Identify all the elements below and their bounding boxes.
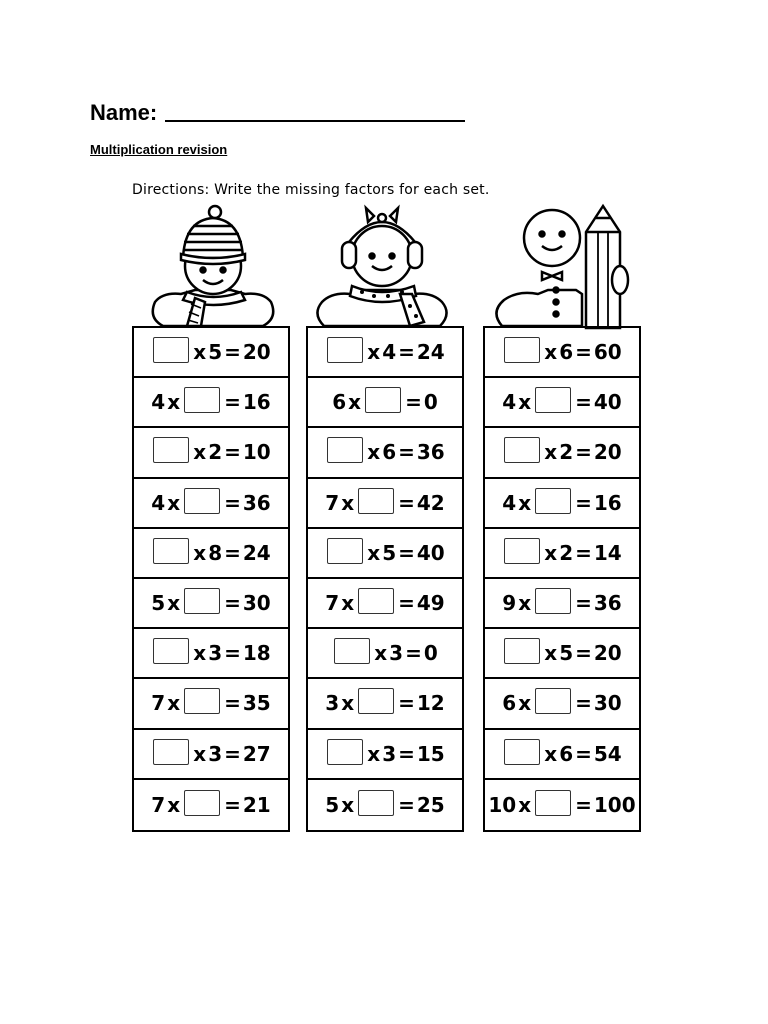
factor-number: 36 (242, 490, 271, 515)
factor-number: 49 (416, 591, 445, 616)
equals-sign: = (224, 691, 241, 716)
factor-number: 30 (593, 691, 622, 716)
answer-box[interactable] (504, 538, 540, 564)
factor-number: 3 (208, 741, 223, 766)
equals-sign: = (398, 490, 415, 515)
times-sign: x (544, 440, 558, 465)
problem-row (134, 529, 288, 579)
answer-box[interactable] (184, 387, 220, 413)
factor-number: 14 (593, 540, 622, 565)
times-sign: x (193, 540, 207, 565)
problem-row (485, 679, 639, 729)
times-sign: x (518, 490, 532, 515)
factor-number: 0 (423, 641, 438, 666)
equals-sign: = (575, 792, 592, 817)
times-sign: x (367, 741, 381, 766)
name-label: Name: (90, 100, 158, 125)
problem-column-2 (306, 326, 464, 832)
factor-number: 36 (593, 591, 622, 616)
factor-number: 24 (416, 340, 445, 365)
equals-sign: = (224, 792, 241, 817)
equals-sign: = (224, 340, 241, 365)
answer-box[interactable] (504, 437, 540, 463)
factor-number: 7 (151, 691, 166, 716)
answer-box[interactable] (358, 588, 394, 614)
answer-box[interactable] (535, 488, 571, 514)
factor-number: 4 (151, 390, 166, 415)
times-sign: x (518, 691, 532, 716)
factor-number: 15 (416, 741, 445, 766)
factor-number: 20 (242, 340, 271, 365)
factor-number: 6 (332, 390, 347, 415)
problem-row (134, 428, 288, 478)
times-sign: x (367, 440, 381, 465)
times-sign: x (374, 641, 388, 666)
problem-row (485, 780, 639, 830)
problem-row (308, 629, 462, 679)
times-sign: x (341, 591, 355, 616)
factor-number: 9 (502, 591, 517, 616)
answer-box[interactable] (504, 739, 540, 765)
problem-row (485, 328, 639, 378)
answer-box[interactable] (504, 337, 540, 363)
factor-number: 3 (389, 641, 404, 666)
factor-number: 6 (382, 440, 397, 465)
name-line[interactable] (165, 120, 465, 122)
factor-number: 20 (593, 641, 622, 666)
times-sign: x (518, 390, 532, 415)
factor-number: 16 (242, 390, 271, 415)
factor-number: 100 (593, 792, 636, 817)
problem-row (308, 529, 462, 579)
equals-sign: = (224, 641, 241, 666)
equals-sign: = (398, 591, 415, 616)
answer-box[interactable] (334, 638, 370, 664)
times-sign: x (193, 641, 207, 666)
factor-number: 2 (208, 440, 223, 465)
times-sign: x (193, 741, 207, 766)
times-sign: x (544, 641, 558, 666)
answer-box[interactable] (535, 688, 571, 714)
problem-row (485, 428, 639, 478)
equals-sign: = (224, 440, 241, 465)
factor-number: 4 (502, 390, 517, 415)
times-sign: x (193, 440, 207, 465)
times-sign: x (167, 390, 181, 415)
equals-sign: = (398, 540, 415, 565)
factor-number: 24 (242, 540, 271, 565)
problem-row (308, 378, 462, 428)
answer-box[interactable] (327, 739, 363, 765)
answer-box[interactable] (184, 488, 220, 514)
answer-box[interactable] (153, 337, 189, 363)
problem-row (485, 479, 639, 529)
answer-box[interactable] (358, 688, 394, 714)
factor-number: 20 (593, 440, 622, 465)
problem-row (134, 479, 288, 529)
factor-number: 18 (242, 641, 271, 666)
factor-number: 54 (593, 741, 622, 766)
equals-sign: = (405, 390, 422, 415)
equals-sign: = (398, 691, 415, 716)
name-row (90, 92, 465, 124)
answer-box[interactable] (327, 437, 363, 463)
times-sign: x (341, 691, 355, 716)
factor-number: 3 (208, 641, 223, 666)
times-sign: x (367, 540, 381, 565)
equals-sign: = (398, 792, 415, 817)
equals-sign: = (224, 540, 241, 565)
answer-box[interactable] (535, 790, 571, 816)
equals-sign: = (398, 340, 415, 365)
factor-number: 5 (382, 540, 397, 565)
answer-box[interactable] (184, 790, 220, 816)
worksheet-subtitle: Multiplication revision (90, 142, 228, 157)
factor-number: 4 (151, 490, 166, 515)
equals-sign: = (575, 641, 592, 666)
answer-box[interactable] (153, 638, 189, 664)
times-sign: x (167, 490, 181, 515)
problem-row (134, 730, 288, 780)
answer-box[interactable] (535, 387, 571, 413)
factor-number: 12 (416, 691, 445, 716)
problem-row (134, 378, 288, 428)
factor-number: 36 (416, 440, 445, 465)
factor-number: 27 (242, 741, 271, 766)
girl-with-earmuffs-icon (302, 198, 462, 330)
problem-row (485, 579, 639, 629)
factor-number: 10 (488, 792, 517, 817)
problem-row (308, 730, 462, 780)
factor-number: 21 (242, 792, 271, 817)
times-sign: x (341, 490, 355, 515)
problem-row (308, 328, 462, 378)
equals-sign: = (398, 440, 415, 465)
equals-sign: = (575, 741, 592, 766)
factor-number: 4 (382, 340, 397, 365)
factor-number: 7 (151, 792, 166, 817)
factor-number: 8 (208, 540, 223, 565)
times-sign: x (348, 390, 362, 415)
answer-box[interactable] (358, 790, 394, 816)
factor-number: 60 (593, 340, 622, 365)
factor-number: 30 (242, 591, 271, 616)
directions-text: Directions: Write the missing factors for each set. (132, 182, 490, 198)
factor-number: 5 (559, 641, 574, 666)
factor-number: 5 (151, 591, 166, 616)
answer-box[interactable] (535, 588, 571, 614)
problem-row (485, 629, 639, 679)
equals-sign: = (575, 490, 592, 515)
times-sign: x (341, 792, 355, 817)
equals-sign: = (575, 440, 592, 465)
factor-number: 42 (416, 490, 445, 515)
problem-row (134, 328, 288, 378)
factor-number: 16 (593, 490, 622, 515)
equals-sign: = (224, 390, 241, 415)
equals-sign: = (575, 540, 592, 565)
snowman-with-hat-icon (133, 198, 293, 330)
problem-row (308, 780, 462, 830)
factor-number: 6 (502, 691, 517, 716)
factor-number: 40 (416, 540, 445, 565)
equals-sign: = (398, 741, 415, 766)
times-sign: x (544, 540, 558, 565)
times-sign: x (167, 591, 181, 616)
equals-sign: = (405, 641, 422, 666)
equals-sign: = (575, 591, 592, 616)
problem-row (485, 730, 639, 780)
factor-number: 0 (423, 390, 438, 415)
problem-column-3 (483, 326, 641, 832)
problem-row (308, 579, 462, 629)
times-sign: x (167, 691, 181, 716)
equals-sign: = (575, 691, 592, 716)
equals-sign: = (224, 490, 241, 515)
equals-sign: = (575, 340, 592, 365)
factor-number: 2 (559, 440, 574, 465)
problem-row (485, 378, 639, 428)
problem-row (485, 529, 639, 579)
times-sign: x (544, 340, 558, 365)
answer-box[interactable] (327, 337, 363, 363)
factor-number: 5 (325, 792, 340, 817)
problem-row (308, 428, 462, 478)
problem-row (134, 629, 288, 679)
factor-number: 7 (325, 490, 340, 515)
times-sign: x (518, 792, 532, 817)
factor-number: 6 (559, 340, 574, 365)
factor-number: 3 (325, 691, 340, 716)
answer-box[interactable] (358, 488, 394, 514)
factor-number: 3 (382, 741, 397, 766)
factor-number: 2 (559, 540, 574, 565)
answer-box[interactable] (327, 538, 363, 564)
problem-row (134, 679, 288, 729)
times-sign: x (167, 792, 181, 817)
equals-sign: = (224, 591, 241, 616)
times-sign: x (367, 340, 381, 365)
problem-row (134, 579, 288, 629)
answer-box[interactable] (184, 588, 220, 614)
answer-box[interactable] (153, 739, 189, 765)
answer-box[interactable] (153, 437, 189, 463)
times-sign: x (544, 741, 558, 766)
answer-box[interactable] (365, 387, 401, 413)
factor-number: 40 (593, 390, 622, 415)
problem-row (134, 780, 288, 830)
answer-box[interactable] (184, 688, 220, 714)
problem-column-1 (132, 326, 290, 832)
answer-box[interactable] (504, 638, 540, 664)
gingerbread-with-pencil-icon (486, 198, 646, 330)
factor-number: 6 (559, 741, 574, 766)
factor-number: 10 (242, 440, 271, 465)
times-sign: x (518, 591, 532, 616)
factor-number: 7 (325, 591, 340, 616)
factor-number: 35 (242, 691, 271, 716)
times-sign: x (193, 340, 207, 365)
equals-sign: = (575, 390, 592, 415)
factor-number: 5 (208, 340, 223, 365)
equals-sign: = (224, 741, 241, 766)
problem-row (308, 479, 462, 529)
problem-row (308, 679, 462, 729)
answer-box[interactable] (153, 538, 189, 564)
factor-number: 4 (502, 490, 517, 515)
factor-number: 25 (416, 792, 445, 817)
